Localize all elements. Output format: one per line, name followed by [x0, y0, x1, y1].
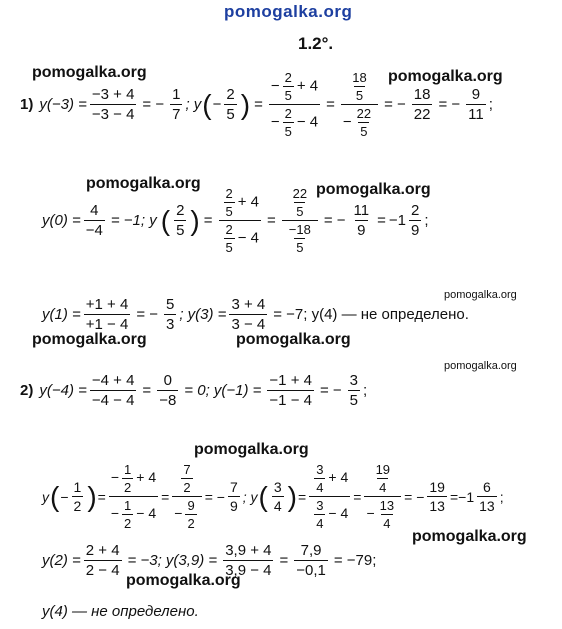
- undefined-note: y(4) — не определено.: [42, 603, 199, 620]
- fraction: $\frac{1}{2}$: [73, 479, 82, 514]
- expr: y(−3) =: [39, 96, 87, 113]
- equation-line: 1) y(−3) = $\frac{-3 + 4}{-3 - 4}$ = − $\frac{1}{7}$ ; y ( − $\frac{2}{5}$ ) = − $\frac{2}{5}$ + 4 − $\frac{2}{5}$ − 4 = $\frac{18}{5}$ − $\frac{22}{5}$ = − $\frac{18}{22}$ = − $\frac{9}{11}$ ;: [20, 70, 493, 139]
- fraction: $\frac{1}{7}$: [172, 86, 181, 123]
- equation-line: [42, 603, 199, 620]
- complex-fraction: − $\frac{1}{2}$ + 4 − $\frac{1}{2}$ − 4: [110, 462, 157, 531]
- watermark: pomogalka.org: [236, 331, 351, 348]
- watermark: pomogalka.org: [316, 181, 431, 198]
- equation-line: y(1) = $\frac{+1 + 4}{+1 - 4}$ = − $\frac{5}{3}$ ; y(3) = $\frac{3 + 4}{3 - 4}$ = −7; y(4) — не определено.: [42, 296, 469, 333]
- fraction: $\frac{5}{3}$: [166, 296, 175, 333]
- complex-fraction: − $\frac{2}{5}$ + 4 − $\frac{2}{5}$ − 4: [270, 70, 319, 139]
- watermark: pomogalka.org: [32, 64, 147, 81]
- fraction: $\frac{-1 + 4}{-1 - 4}$: [269, 372, 312, 409]
- exercise-title: 1.2°.: [298, 34, 334, 53]
- complex-fraction: $\frac{2}{5}$ + 4 $\frac{2}{5}$ − 4: [219, 186, 262, 255]
- complex-fraction: $\frac{18}{5}$ − $\frac{22}{5}$: [341, 70, 378, 139]
- fraction: $\frac{6}{13}$: [479, 479, 495, 514]
- fraction: $\frac{2}{5}$: [176, 202, 185, 239]
- part-label: 1): [20, 96, 34, 113]
- complex-fraction: $\frac{19}{4}$ − $\frac{13}{4}$: [364, 462, 401, 531]
- complex-fraction: $\frac{7}{2}$ − $\frac{9}{2}$: [172, 462, 201, 531]
- fraction: $\frac{2}{9}$: [411, 202, 420, 239]
- fraction: $\frac{3,9 + 4}{3,9 - 4}$: [225, 542, 272, 579]
- watermark: pomogalka.org: [444, 289, 517, 301]
- fraction: $\frac{9}{11}$: [468, 86, 484, 123]
- equation-line: 2) y(−4) = $\frac{-4 + 4}{-4 - 4}$ = $\frac{0}{-8}$ = 0; y(−1) = $\frac{-1 + 4}{-1 - 4}$ = − $\frac{3}{5}$ ;: [20, 372, 368, 409]
- complex-fraction: $\frac{3}{4}$ + 4 $\frac{3}{4}$ − 4: [309, 462, 350, 531]
- fraction: $\frac{-3 + 4}{-3 - 4}$: [91, 86, 135, 123]
- fraction: $\frac{2 + 4}{2 - 4}$: [85, 542, 120, 579]
- watermark: pomogalka.org: [388, 68, 503, 85]
- fraction: $\frac{18}{22}$: [413, 86, 431, 123]
- fraction: $\frac{0}{-8}$: [159, 372, 177, 409]
- fraction: $\frac{19}{13}$: [429, 479, 445, 514]
- fraction: $\frac{4}{-4}$: [85, 202, 103, 239]
- part-label: 2): [20, 382, 34, 399]
- watermark: pomogalka.org: [126, 572, 241, 589]
- fraction: $\frac{3 + 4}{3 - 4}$: [231, 296, 266, 333]
- fraction: $\frac{-4 + 4}{-4 - 4}$: [91, 372, 135, 409]
- fraction: $\frac{+1 + 4}{+1 - 4}$: [85, 296, 129, 333]
- complex-fraction: $\frac{\frac{22}{5}}{\frac{-18}{5}}$: [282, 186, 318, 255]
- equation-line: y(2) = $\frac{2 + 4}{2 - 4}$ = −3; y(3,9) = $\frac{3,9 + 4}{3,9 - 4}$ = $\frac{7,9}{-0,1}$ = −79;: [42, 542, 377, 579]
- fraction: $\frac{7,9}{-0,1}$: [296, 542, 326, 579]
- watermark: pomogalka.org: [32, 331, 147, 348]
- fraction: $\frac{2}{5}$: [226, 86, 235, 123]
- watermark: pomogalka.org: [86, 175, 201, 192]
- equation-line: y(0) = $\frac{4}{-4}$ = −1; y ( $\frac{2}{5}$ ) = $\frac{2}{5}$ + 4 $\frac{2}{5}$ − 4 = $\frac{\frac{22}{5}}{\frac{-18}{5}}$ = − $\frac{11}{9}$ = −1 $\frac{2}{9}$ ;: [42, 186, 429, 255]
- fraction: $\frac{7}{9}$: [229, 479, 238, 514]
- equation-line: y ( − $\frac{1}{2}$ ) = − $\frac{1}{2}$ + 4 − $\frac{1}{2}$ − 4 = $\frac{7}{2}$ − $\frac{9}{2}$ = − $\frac{7}{9}$ ; y ( $\frac{3}{4}$ ) = $\frac{3}{4}$ + 4 $\frac{3}{4}$ − 4 = $\frac{19}{4}$ − $\frac{13}{4}$ = − $\frac{19}{13}$ = −1 $\frac{6}{13}$ ;: [42, 462, 504, 531]
- watermark: pomogalka.org: [194, 441, 309, 458]
- fraction: $\frac{3}{5}$: [349, 372, 358, 409]
- watermark: pomogalka.org: [444, 360, 517, 372]
- watermark-top: pomogalka.org: [224, 2, 353, 21]
- fraction: $\frac{3}{4}$: [273, 479, 282, 514]
- watermark: pomogalka.org: [412, 528, 527, 545]
- fraction: $\frac{11}{9}$: [353, 202, 370, 239]
